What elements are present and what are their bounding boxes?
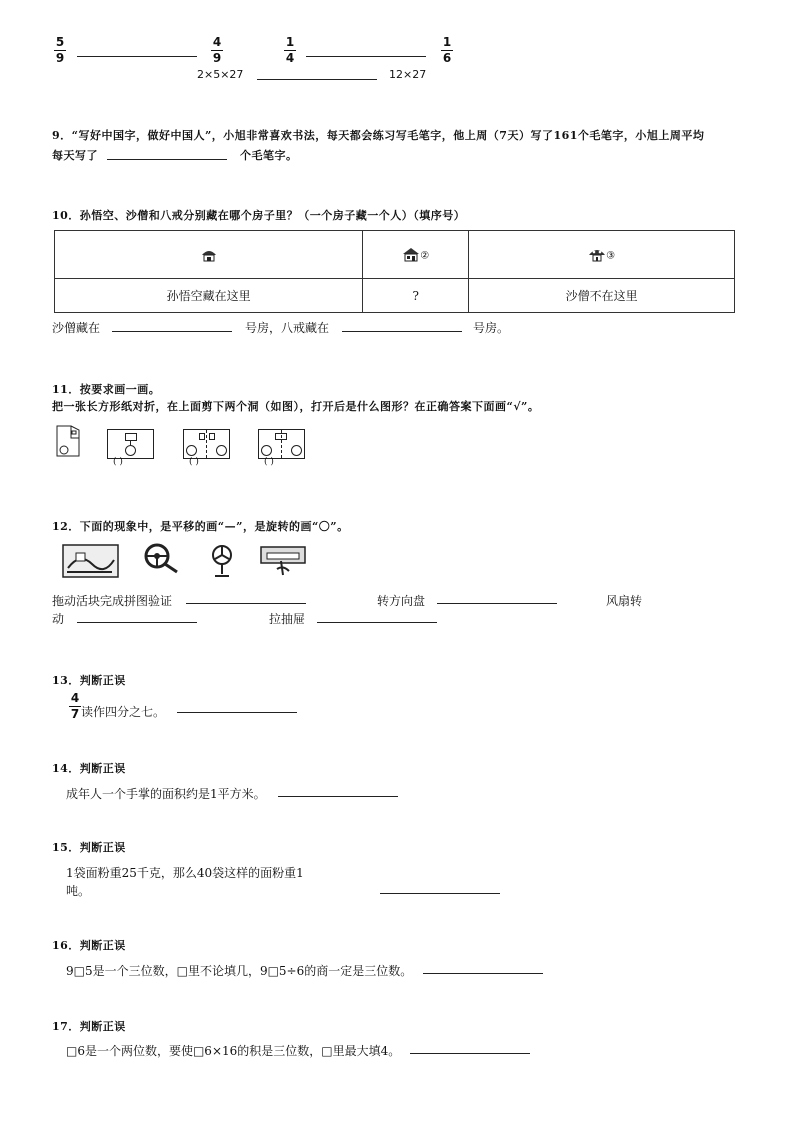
question-9-line1: 9．“写好中国字，做好中国人”，小旭非常喜欢书法，每天都会练习写毛笔字，他上周（7天）写了161个毛笔字，小旭上周平均 <box>52 129 705 142</box>
mushroom-house-icon <box>588 247 606 263</box>
question-11-title: 11．按要求画一画。 <box>52 383 161 396</box>
question-10-title: 10．孙悟空、沙僧和八戒分别藏在哪个房子里？（一个房子藏一个人）（填序号） <box>52 209 466 222</box>
fraction-4-9 <box>210 36 224 65</box>
question-13-title: 13．判断正误 <box>52 674 126 687</box>
option-b-shape <box>183 429 230 459</box>
question-9-suffix: 个毛笔字。 <box>240 149 298 162</box>
expression-left: 2×5×27 <box>197 68 244 81</box>
houses-table <box>54 230 735 313</box>
answer-blank-12c[interactable] <box>77 622 197 623</box>
steering-wheel-image <box>141 542 181 576</box>
question-17-text: □6是一个两位数，要使□6×16的积是三位数，□里最大填4。 <box>66 1044 401 1058</box>
house-2-cell <box>363 231 469 279</box>
house-icon <box>402 247 420 263</box>
question-9-prefix: 每天写了 <box>52 149 98 162</box>
house-number-3: ③ <box>606 250 616 261</box>
question-14-text: 成年人一个手掌的面积约是1平方米。 <box>66 787 266 801</box>
fraction-1-6 <box>440 36 454 65</box>
question-15-text2: 吨。 <box>66 884 91 898</box>
item-drawer-label: 拉抽屉 <box>269 612 306 626</box>
answer-blank-13[interactable] <box>177 712 297 713</box>
question-10-answer-c: 号房。 <box>473 321 510 335</box>
option-c-paren[interactable]: ( ) <box>264 457 274 467</box>
fraction-1-4 <box>283 36 297 65</box>
folded-paper-figure <box>55 424 81 458</box>
question-15-title: 15．判断正误 <box>52 841 126 854</box>
answer-blank-12b[interactable] <box>437 603 557 604</box>
numerator: 4 <box>212 35 222 49</box>
numerator: 1 <box>285 35 295 49</box>
option-a-paren[interactable]: ( ) <box>113 457 123 467</box>
question-16-title: 16．判断正误 <box>52 939 126 952</box>
question-17-title: 17．判断正误 <box>52 1020 126 1033</box>
answer-blank-16[interactable] <box>423 973 543 974</box>
answer-blank-12d[interactable] <box>317 622 437 623</box>
denominator: 7 <box>70 707 80 721</box>
electric-fan-image <box>208 543 236 579</box>
fraction-5-9 <box>53 36 67 65</box>
house-icon <box>200 247 218 263</box>
answer-blank-14[interactable] <box>278 796 398 797</box>
question-11-desc: 把一张长方形纸对折，在上面剪下两个洞（如图），打开后是什么图形？在正确答案下面画“√”。 <box>52 400 540 413</box>
option-a-shape <box>107 429 154 459</box>
answer-blank-8a[interactable] <box>77 56 197 57</box>
house-3-cell <box>469 231 735 279</box>
numerator: 5 <box>55 35 65 49</box>
option-c-shape <box>258 429 305 459</box>
answer-blank-8c[interactable] <box>257 79 377 80</box>
answer-blank-12a[interactable] <box>186 603 306 604</box>
question-10-answer-b: 号房，八戒藏在 <box>245 321 330 335</box>
question-10-answer-a: 沙僧藏在 <box>52 321 101 335</box>
answer-blank-10b[interactable] <box>342 331 462 332</box>
house-3-label: 沙僧不在这里 <box>469 279 735 313</box>
option-b-paren[interactable]: ( ) <box>189 457 199 467</box>
denominator: 9 <box>212 51 222 65</box>
answer-blank-8b[interactable] <box>306 56 426 57</box>
fraction-4-7 <box>68 692 82 721</box>
numerator: 1 <box>442 35 452 49</box>
question-12-title: 12．下面的现象中，是平移的画“—”，是旋转的画“〇”。 <box>52 520 349 533</box>
question-13-text: 读作四分之七。 <box>81 705 166 719</box>
item-steering-label: 转方向盘 <box>377 594 426 608</box>
question-15-text1: 1袋面粉重25千克，那么40袋这样的面粉重1 <box>66 866 304 880</box>
expression-right: 12×27 <box>389 68 427 81</box>
house-1-label: 孙悟空藏在这里 <box>55 279 363 313</box>
denominator: 9 <box>55 51 65 65</box>
numerator: 4 <box>70 691 80 705</box>
answer-blank-17[interactable] <box>410 1053 530 1054</box>
item-puzzle-label: 拖动活块完成拼图验证 <box>52 594 173 608</box>
answer-blank-15[interactable] <box>380 893 500 894</box>
house-2-label: ? <box>363 279 469 313</box>
house-1-cell <box>55 231 363 279</box>
drawer-image <box>259 545 307 579</box>
question-14-title: 14．判断正误 <box>52 762 126 775</box>
question-16-text: 9□5是一个三位数，□里不论填几，9□5÷6的商一定是三位数。 <box>66 964 413 978</box>
answer-blank-10a[interactable] <box>112 331 232 332</box>
item-fan-label: 风扇转 <box>606 594 643 608</box>
denominator: 6 <box>442 51 452 65</box>
puzzle-captcha-image <box>62 544 119 578</box>
answer-blank-9[interactable] <box>107 159 227 160</box>
denominator: 4 <box>285 51 295 65</box>
item-fan-label-cont: 动 <box>52 612 65 626</box>
house-number-2: ② <box>420 250 430 261</box>
